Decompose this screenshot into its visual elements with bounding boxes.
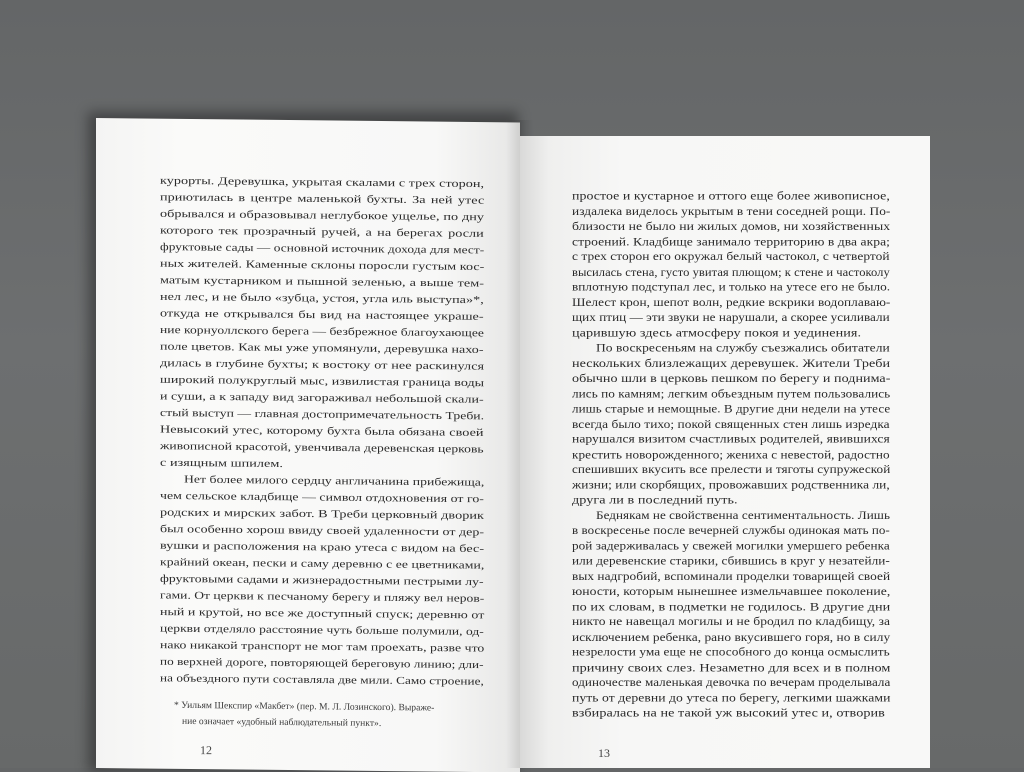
text-line: причину своих слез. Незаметно для всех и в полном xyxy=(572,661,891,674)
text-line: высилась стена, густо увитая плющом; к стене и частоколу xyxy=(572,266,890,279)
text-line: с изящным шпилем. xyxy=(160,456,284,471)
text-line: всегда было тихо; покой священных стен лишь изредка xyxy=(572,418,890,431)
text-line: по верхней дороге, повторяющей береговую линию; дли- xyxy=(160,655,484,672)
text-line: нескольких близлежащих деревушек. Жители Треби xyxy=(572,357,891,370)
text-line: и суши, а к западу вид загораживал небольшой скали- xyxy=(160,390,484,406)
text-line: Невысокий утес, которому бухта была обязана своей xyxy=(160,423,484,439)
text-line: был особенно хорош ввиду своей удаленности от дер- xyxy=(160,523,485,539)
text-line: матым кустарником и пышной зеленью, а выше тем- xyxy=(160,274,485,290)
text-line: Нет более милого сердцу англичанина прибежища, xyxy=(184,473,485,489)
text-line: путь от деревни до утеса по берегу, легкими шажками xyxy=(572,691,891,705)
text-line: простое и кустарное и оттого еще более живописное, xyxy=(572,190,890,203)
text-line: фруктовыми садами и жизнерадостными пестрыми лу- xyxy=(160,572,484,589)
text-line: которого тек прозрачный ручей, а на берегах росли xyxy=(160,224,484,240)
text-line: близости не было ни жилых домов, ни хозяйственных xyxy=(572,220,891,233)
text-line: стый выступ — главная достопримечательность Треби. xyxy=(160,406,485,423)
text-line: церкви отделяло расстояние чуть больше полумили, од- xyxy=(160,622,484,639)
text-line: незрелости ума еще не способного до конца осмыслить xyxy=(572,646,890,659)
text-line: царившую здесь атмосферу покоя и уединения. xyxy=(572,326,862,340)
footnote-line: ние означает «удобный наблюдательный пункт». xyxy=(182,715,382,729)
text-line: лись по камням; легким объездным путем пользовались xyxy=(572,387,891,401)
text-line: исключением ребенка, рано вкусившего горя, но в силу xyxy=(572,631,891,644)
right-page xyxy=(520,136,930,768)
text-line: обычно шли в церковь пешком по берегу и поднима- xyxy=(572,372,891,385)
text-line: щих птиц — эти звуки не нарушали, а скорее усиливали xyxy=(572,311,890,325)
left-page xyxy=(96,118,520,772)
text-line: По воскресеньям на службу съезжались обитатели xyxy=(596,342,890,355)
text-line: с трех сторон его окружал белый частокол, с четвертой xyxy=(572,250,890,264)
text-line: рой задерживалась у свежей могилки умершего ребенка xyxy=(572,539,890,553)
text-line: курорты. Деревушка, укрытая скалами с трех сторон, xyxy=(160,174,485,191)
text-line: ние корнуоллского берега — безбрежное благоухающее xyxy=(160,323,484,340)
text-line: фруктовые сады — основной источник дохода для мест- xyxy=(160,241,485,257)
text-line: друга ли в последний путь. xyxy=(572,494,738,507)
text-line: по их словам, в подметки не годилось. В другие дни xyxy=(572,600,891,614)
text-line: чем сельское кладбище — символ отдохновения от го- xyxy=(160,489,484,506)
text-line: приютилась в центре маленькой бухты. За ней утес xyxy=(160,191,485,207)
text-line: Беднякам не свойственна сентиментальность. Лишь xyxy=(596,509,890,522)
text-line: крестить новорожденного; жениха с невестой, радостно xyxy=(572,448,890,462)
text-line: вушки и расположения на краю утеса с видом на бес- xyxy=(160,539,485,556)
text-line: откуда не открывался бы вид на настоящее украше- xyxy=(160,307,484,323)
text-line: в воскресенье после вечерней службы одинокая мать по- xyxy=(572,524,890,538)
text-line: нел лес, и не было «зубца, устоя, угла иль выступа»*, xyxy=(160,290,484,307)
text-line: обрывался и образовывал неглубокое ущелье, по дну xyxy=(160,207,485,224)
text-line: ных жителей. Каменные склоны поросли густым кос- xyxy=(160,257,485,274)
text-line: Шелест крон, шепот волн, редкие вскрики водоплаваю- xyxy=(572,296,891,309)
text-line: спешивших вкусить все прелести и тяготы супружеской xyxy=(572,463,891,477)
page-number: 12 xyxy=(200,743,212,758)
text-line: дилась в глубине бухты; к востоку от нее раскинулся xyxy=(160,357,485,373)
text-line: живописной красотой, увенчивала деревенская церковь xyxy=(160,440,484,456)
text-line: нарушался визитом счастливых родителей, явившихся xyxy=(572,433,890,446)
text-line: вплотную подступал лес, и только на утесе его не было. xyxy=(572,281,891,294)
text-line: никто не навещал могилы и не бродил по кладбищу, за xyxy=(572,615,891,629)
text-line: или деревенские старики, сбившись в круг у незатейли- xyxy=(572,555,890,568)
text-line: ный и крутой, но все же доступный спуск; деревню от xyxy=(160,605,485,622)
text-line: на объездного пути составляла две мили. Само строение, xyxy=(160,672,484,688)
text-line: одиночестве маленькая девочка по вечерам проделывала xyxy=(572,676,891,690)
text-line: лишь старые и немощные. В другие дни недели на утесе xyxy=(572,402,891,416)
text-line: издалека виделось укрытым в тени соседней рощи. По- xyxy=(572,205,891,218)
text-line: вых надгробий, вспоминали проделки товарищей своей xyxy=(572,570,891,583)
text-line: родских и мирских забот. В Треби церковный дворик xyxy=(160,506,484,522)
text-line: жизни; или скорбящих, провожавших родственника ли, xyxy=(572,478,890,492)
text-line: строений. Кладбище занимало территорию в два акра; xyxy=(572,235,891,249)
text-line: гами. От церкви к песчаному берегу и пляжу вел неров- xyxy=(160,589,485,605)
text-line: широкий полукруглый мыс, извилистая граница воды xyxy=(160,373,485,390)
page-number: 13 xyxy=(598,746,610,760)
footnote-line: * Уильям Шекспир «Макбет» (пер. М. Л. Лозинского). Выраже- xyxy=(174,699,435,714)
text-line: крайний океан, пески и саму деревню с ее цветниками, xyxy=(160,556,485,572)
text-line: поле цветов. Как мы уже упомянули, деревушка нахо- xyxy=(160,340,484,357)
text-line: нако никакой транспорт не мог там проехать, разве что xyxy=(160,639,485,655)
text-line: юности, которым нынешнее измельчавшее поколение, xyxy=(572,585,891,598)
text-line: взбиралась на не такой уж высокий утес и, отворив xyxy=(572,707,885,720)
